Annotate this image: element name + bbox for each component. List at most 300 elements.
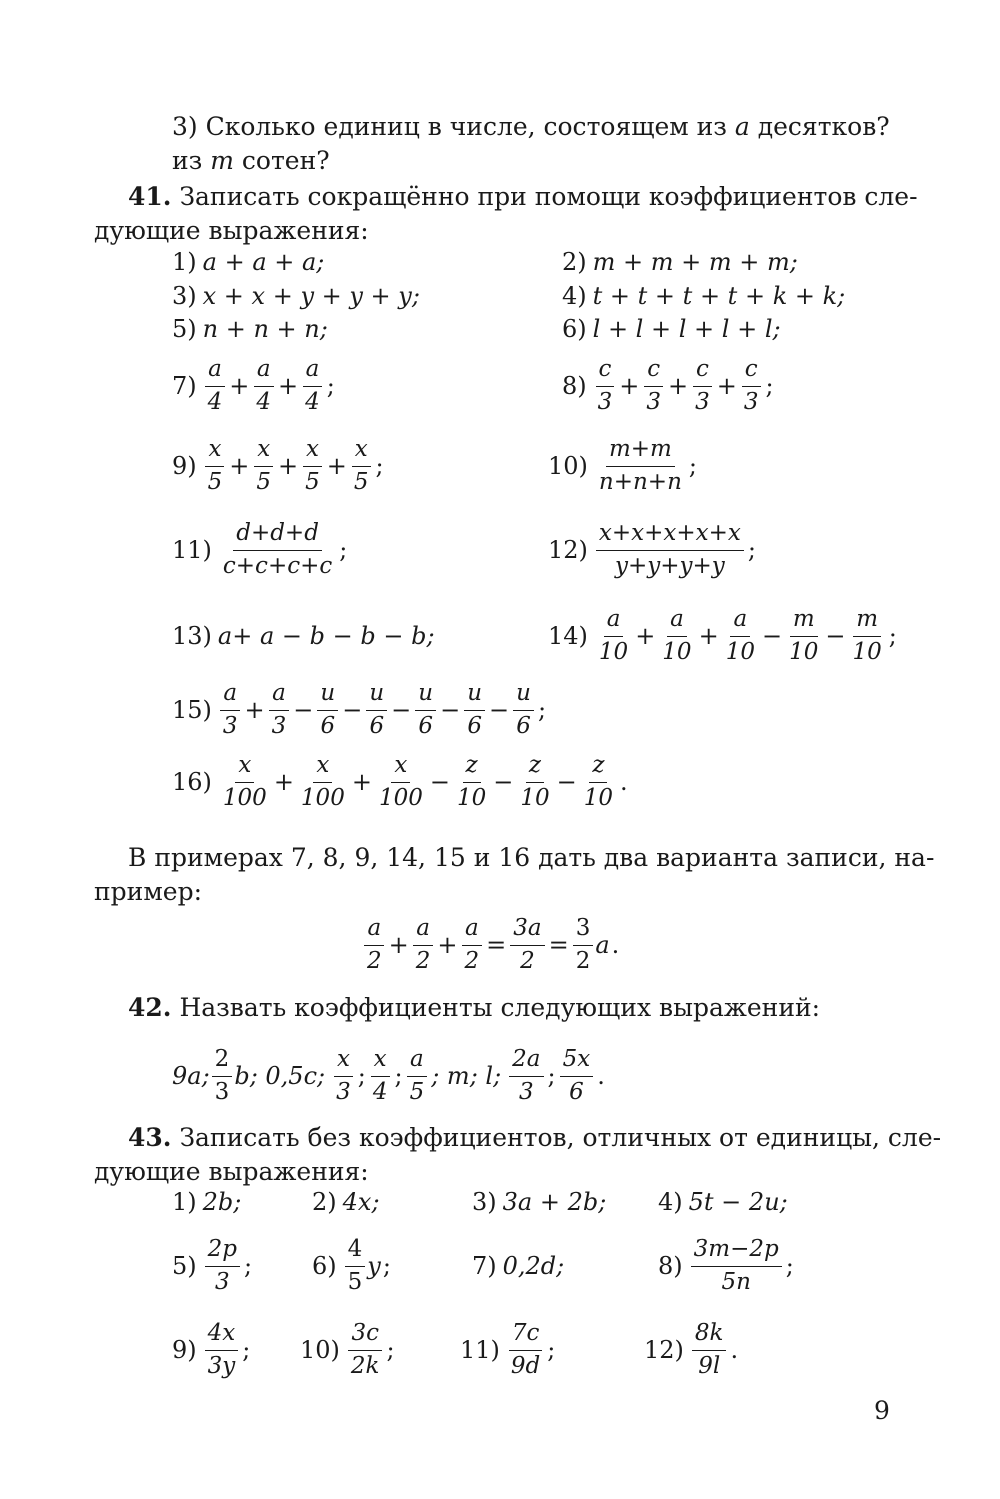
plus-sign: + xyxy=(229,452,250,480)
var: m xyxy=(210,146,234,175)
ex41-item-13 xyxy=(172,596,435,676)
ex41-item-16 xyxy=(172,742,630,822)
item-label: 4) xyxy=(562,282,587,310)
numerator: a xyxy=(220,680,240,711)
numerator: a xyxy=(730,606,750,637)
ex43-item-11 xyxy=(460,1310,557,1390)
fraction xyxy=(415,680,436,740)
plus-sign: + xyxy=(273,768,294,796)
denominator: 6 xyxy=(569,1078,584,1105)
ex41-item-15 xyxy=(172,670,548,750)
numerator: 3a xyxy=(510,915,544,946)
text: из xyxy=(172,146,211,175)
prev-item-line2 xyxy=(172,146,330,176)
numerator: d+d+d xyxy=(233,520,322,551)
numerator: c xyxy=(742,356,761,387)
numerator: x xyxy=(334,1046,353,1077)
punct: ; xyxy=(765,372,774,400)
numerator: x xyxy=(205,436,224,467)
fraction xyxy=(348,1320,383,1380)
numerator: 3 xyxy=(573,915,594,946)
fraction xyxy=(253,356,274,416)
denominator: 5 xyxy=(256,468,272,495)
item-label: 12) xyxy=(548,536,588,564)
denominator: 6 xyxy=(369,712,385,739)
fraction xyxy=(376,752,426,812)
denominator: 3 xyxy=(222,712,238,739)
exercise-text: Назвать коэффициенты следующих выражений: xyxy=(171,993,821,1022)
item-label: 1) xyxy=(172,248,197,276)
exercise-text: Записать без коэффициентов, отличных от единицы, сле- xyxy=(171,1123,942,1152)
plus-sign: + xyxy=(668,372,689,400)
denominator: 4 xyxy=(207,388,223,415)
plus-sign: + xyxy=(326,452,347,480)
fraction xyxy=(643,356,664,416)
denominator: y+y+y+y xyxy=(614,552,725,579)
item-expr: t + t + t + t + k + k; xyxy=(592,282,846,310)
numerator: 3m−2p xyxy=(691,1236,782,1267)
fraction xyxy=(692,356,713,416)
note-line1 xyxy=(128,843,934,873)
ex43-item-10 xyxy=(300,1310,397,1390)
denominator: 3 xyxy=(695,388,710,415)
numerator: a xyxy=(667,606,687,637)
numerator: x xyxy=(303,436,322,467)
item-expr: 0,2d; xyxy=(502,1252,565,1280)
denominator: 4 xyxy=(256,388,272,415)
punct: ; xyxy=(547,1336,556,1364)
ex41-item-4 xyxy=(562,279,845,313)
ex43-item-3 xyxy=(472,1185,606,1219)
item-label: 2) xyxy=(312,1188,337,1216)
item-expr: a+ a − b − b − b; xyxy=(217,622,435,650)
text: 3) Сколько единиц в числе, состоящем из xyxy=(172,112,735,141)
denominator: c+c+c+c xyxy=(222,552,333,579)
plus-sign: + xyxy=(229,372,250,400)
fraction xyxy=(510,915,544,975)
fraction xyxy=(253,436,274,496)
fraction xyxy=(220,520,335,580)
ex41-item-3 xyxy=(172,279,420,313)
fraction xyxy=(302,436,323,496)
var: a xyxy=(595,931,610,959)
minus-sign: − xyxy=(440,696,461,724)
ex41-heading xyxy=(128,182,918,212)
item-label: 3) xyxy=(472,1188,497,1216)
plus-sign: + xyxy=(244,696,265,724)
fraction xyxy=(509,1046,543,1106)
numerator: x xyxy=(254,436,273,467)
numerator: 4 xyxy=(345,1236,366,1267)
fraction xyxy=(269,680,290,740)
fraction xyxy=(596,520,744,580)
numerator: x xyxy=(352,436,371,467)
item-label: 16) xyxy=(172,768,212,796)
numerator: x xyxy=(391,752,410,783)
semicolon: ; xyxy=(394,1062,403,1090)
numerator: m+m xyxy=(606,436,675,467)
numerator: 5x xyxy=(560,1046,594,1077)
numerator: u xyxy=(366,680,387,711)
item-expr: m + m + m + m; xyxy=(592,248,798,276)
fraction xyxy=(205,436,226,496)
fraction xyxy=(595,356,616,416)
denominator: 3 xyxy=(743,388,759,415)
denominator: 2 xyxy=(367,947,382,974)
punct: ; xyxy=(688,452,697,480)
ex43-item-4 xyxy=(658,1185,788,1219)
minus-sign: − xyxy=(761,622,783,650)
item-label: 4) xyxy=(658,1188,683,1216)
punct: . xyxy=(597,1062,605,1090)
fraction xyxy=(205,356,226,416)
denominator: 2 xyxy=(464,947,480,974)
plus-sign: + xyxy=(351,768,372,796)
exercise-text: Записать сокращённо при помощи коэффициентов сле- xyxy=(171,182,918,211)
numerator: a xyxy=(303,356,323,387)
denominator: 5 xyxy=(305,468,320,495)
denominator: 2 xyxy=(415,947,431,974)
numerator: m xyxy=(790,606,818,637)
fraction xyxy=(596,436,685,496)
fraction xyxy=(462,915,483,975)
fraction xyxy=(212,1046,233,1106)
minus-sign: − xyxy=(293,696,314,724)
ex41-item-12 xyxy=(548,510,758,590)
denominator: 9l xyxy=(698,1352,721,1379)
ex43-item-6 xyxy=(312,1226,393,1306)
fraction xyxy=(573,915,594,975)
ex43-item-2 xyxy=(312,1185,380,1219)
punct: ; xyxy=(375,452,384,480)
minus-sign: − xyxy=(429,768,450,796)
ex42-list xyxy=(172,1036,607,1116)
numerator: x xyxy=(313,752,332,783)
minus-sign: − xyxy=(493,768,514,796)
note-text: В примерах 7, 8, 9, 14, 15 и 16 дать два варианта записи, на- xyxy=(128,843,935,872)
fraction xyxy=(345,1236,366,1296)
denominator: 9d xyxy=(510,1352,541,1379)
ex41-heading-cont xyxy=(94,216,369,246)
ex43-item-7 xyxy=(472,1226,564,1306)
numerator: x+x+x+x+x xyxy=(596,520,744,551)
denominator: 100 xyxy=(222,784,267,811)
fraction xyxy=(560,1046,594,1106)
numerator: a xyxy=(604,606,624,637)
fraction xyxy=(205,1320,239,1380)
semicolon: ; xyxy=(547,1062,556,1090)
fraction xyxy=(317,680,338,740)
numerator: 4x xyxy=(205,1320,239,1351)
denominator: 10 xyxy=(725,638,755,665)
denominator: 10 xyxy=(456,784,487,811)
ex41-item-9 xyxy=(172,426,386,506)
ex41-item-1 xyxy=(172,245,324,279)
numerator: z xyxy=(463,752,481,783)
numerator: a xyxy=(364,915,384,946)
equals-sign: = xyxy=(486,931,507,959)
plus-sign: + xyxy=(388,931,409,959)
equals-sign: = xyxy=(548,931,569,959)
punct: ; xyxy=(339,536,348,564)
term: ; m; l; xyxy=(431,1062,502,1090)
item-label: 7) xyxy=(472,1252,497,1280)
punct: ; xyxy=(386,1336,395,1364)
fraction xyxy=(364,915,385,975)
item-label: 3) xyxy=(172,282,197,310)
ex41-item-14 xyxy=(548,596,899,676)
var: b xyxy=(234,1062,250,1090)
item-expr: 3a + 2b; xyxy=(502,1188,607,1216)
item-expr: 4x; xyxy=(342,1188,380,1216)
minus-sign: − xyxy=(391,696,412,724)
punct: ; xyxy=(537,696,547,724)
fraction xyxy=(723,606,758,666)
note-text: пример: xyxy=(94,877,202,906)
item-label: 14) xyxy=(548,622,588,650)
item-label: 12) xyxy=(644,1336,684,1364)
denominator: 3 xyxy=(597,388,613,415)
item-label: 9) xyxy=(172,1336,197,1364)
plus-sign: + xyxy=(698,622,719,650)
item-expr: x + x + y + y + y; xyxy=(202,282,420,310)
exercise-text: дующие выражения: xyxy=(94,216,369,245)
fraction xyxy=(513,680,534,740)
punct: ; xyxy=(382,1252,391,1280)
numerator: z xyxy=(589,752,607,783)
denominator: 3 xyxy=(336,1078,351,1105)
punct: ; xyxy=(242,1336,251,1364)
denominator: 6 xyxy=(418,712,434,739)
numerator: a xyxy=(462,915,482,946)
denominator: 10 xyxy=(852,638,882,665)
fraction xyxy=(849,606,884,666)
ex41-item-5 xyxy=(172,312,328,346)
punct: ; xyxy=(244,1252,253,1280)
item-expr: 2b; xyxy=(202,1188,242,1216)
denominator: 3 xyxy=(215,1268,230,1295)
fraction xyxy=(333,1046,354,1106)
denominator: 3 xyxy=(519,1078,534,1105)
item-label: 5) xyxy=(172,315,197,343)
numerator: u xyxy=(513,680,534,711)
fraction xyxy=(581,752,616,812)
ex43-item-1 xyxy=(172,1185,241,1219)
ex41-item-8 xyxy=(562,346,776,426)
denominator: 100 xyxy=(378,784,423,811)
prev-item-line1 xyxy=(172,112,890,142)
denominator: 3 xyxy=(214,1078,230,1105)
item-label: 13) xyxy=(172,622,212,650)
item-label: 2) xyxy=(562,248,587,276)
numerator: u xyxy=(464,680,485,711)
ex42-heading xyxy=(128,993,820,1023)
numerator: z xyxy=(526,752,544,783)
fraction xyxy=(454,752,489,812)
plus-sign: + xyxy=(278,452,299,480)
punct: . xyxy=(620,768,628,796)
term: 9a; xyxy=(172,1062,210,1090)
ex43-item-12 xyxy=(644,1310,740,1390)
fraction xyxy=(659,606,694,666)
semicolon: ; xyxy=(357,1062,366,1090)
denominator: 100 xyxy=(300,784,345,811)
item-label: 7) xyxy=(172,372,197,400)
fraction xyxy=(220,752,270,812)
punct: ; xyxy=(888,622,897,650)
exercise-number: 43. xyxy=(128,1123,172,1152)
item-label: 10) xyxy=(548,452,588,480)
text: сотен? xyxy=(233,146,330,175)
numerator: a xyxy=(205,356,225,387)
item-label: 11) xyxy=(172,536,212,564)
fraction xyxy=(370,1046,391,1106)
plus-sign: + xyxy=(437,931,458,959)
item-label: 11) xyxy=(460,1336,500,1364)
var: y xyxy=(367,1252,381,1280)
numerator: 3c xyxy=(348,1320,382,1351)
fraction xyxy=(508,1320,543,1380)
fraction xyxy=(464,680,485,740)
ex43-item-5 xyxy=(172,1226,254,1306)
ex43-heading xyxy=(128,1123,941,1153)
fraction xyxy=(220,680,241,740)
ex41-item-2 xyxy=(562,245,798,279)
punct: ; xyxy=(785,1252,794,1280)
note-example-formula xyxy=(362,905,621,985)
item-expr: l + l + l + l + l; xyxy=(592,315,781,343)
plus-sign: + xyxy=(716,372,737,400)
fraction xyxy=(741,356,762,416)
fraction xyxy=(692,1320,727,1380)
denominator: 10 xyxy=(520,784,550,811)
item-label: 6) xyxy=(562,315,587,343)
denominator: 2 xyxy=(520,947,535,974)
punct: ; xyxy=(326,372,335,400)
text: десятков? xyxy=(749,112,890,141)
punct: . xyxy=(730,1336,739,1364)
denominator: 3y xyxy=(207,1352,236,1379)
denominator: 6 xyxy=(516,712,531,739)
numerator: u xyxy=(317,680,338,711)
numerator: a xyxy=(413,915,433,946)
item-label: 15) xyxy=(172,696,212,724)
fraction xyxy=(351,436,372,496)
numerator: a xyxy=(407,1046,427,1077)
page-number: 9 xyxy=(874,1396,890,1425)
denominator: 2 xyxy=(575,947,591,974)
numerator: c xyxy=(693,356,712,387)
denominator: 4 xyxy=(305,388,320,415)
fraction xyxy=(517,752,552,812)
plus-sign: + xyxy=(635,622,656,650)
term: ; 0,5c; xyxy=(249,1062,326,1090)
note-line2 xyxy=(94,877,202,907)
ex43-heading-cont xyxy=(94,1157,369,1187)
denominator: 10 xyxy=(789,638,819,665)
numerator: 2 xyxy=(212,1046,233,1077)
ex43-item-9 xyxy=(172,1310,252,1390)
punct: ; xyxy=(747,536,756,564)
fraction xyxy=(298,752,348,812)
fraction xyxy=(302,356,323,416)
numerator: 2a xyxy=(509,1046,543,1077)
numerator: 7c xyxy=(509,1320,543,1351)
denominator: 3 xyxy=(646,388,662,415)
ex41-item-7 xyxy=(172,346,337,426)
exercise-number: 41. xyxy=(128,182,172,211)
denominator: 2k xyxy=(350,1352,380,1379)
exercise-number: 42. xyxy=(128,993,172,1022)
minus-sign: − xyxy=(489,696,510,724)
fraction xyxy=(786,606,821,666)
minus-sign: − xyxy=(825,622,846,650)
ex41-item-10 xyxy=(548,426,699,506)
fraction xyxy=(407,1046,428,1106)
denominator: 5 xyxy=(207,468,223,495)
fraction xyxy=(205,1236,240,1296)
var: a xyxy=(734,112,750,141)
numerator: x xyxy=(371,1046,390,1077)
fraction xyxy=(366,680,387,740)
fraction xyxy=(596,606,631,666)
item-label: 5) xyxy=(172,1252,197,1280)
minus-sign: − xyxy=(342,696,363,724)
fraction xyxy=(691,1236,782,1296)
numerator: a xyxy=(269,680,289,711)
denominator: 4 xyxy=(372,1078,388,1105)
ex41-item-11 xyxy=(172,510,349,590)
denominator: 6 xyxy=(467,712,482,739)
item-label: 8) xyxy=(562,372,587,400)
denominator: 10 xyxy=(662,638,692,665)
denominator: 5 xyxy=(409,1078,425,1105)
denominator: 5 xyxy=(353,468,369,495)
numerator: c xyxy=(644,356,663,387)
denominator: 3 xyxy=(271,712,287,739)
denominator: 6 xyxy=(320,712,336,739)
item-label: 6) xyxy=(312,1252,337,1280)
numerator: a xyxy=(254,356,274,387)
minus-sign: − xyxy=(556,768,577,796)
plus-sign: + xyxy=(619,372,640,400)
denominator: n+n+n xyxy=(598,468,682,495)
item-label: 8) xyxy=(658,1252,683,1280)
ex43-item-8 xyxy=(658,1226,796,1306)
exercise-text: дующие выражения: xyxy=(94,1157,369,1186)
item-label: 9) xyxy=(172,452,197,480)
denominator: 10 xyxy=(598,638,629,665)
item-label: 1) xyxy=(172,1188,197,1216)
fraction xyxy=(413,915,434,975)
numerator: u xyxy=(415,680,436,711)
item-expr: 5t − 2u; xyxy=(688,1188,788,1216)
denominator: 5 xyxy=(347,1268,363,1295)
ex41-item-6 xyxy=(562,312,781,346)
numerator: x xyxy=(235,752,254,783)
denominator: 10 xyxy=(583,784,614,811)
numerator: 8k xyxy=(692,1320,727,1351)
numerator: m xyxy=(853,606,881,637)
denominator: 5n xyxy=(721,1268,751,1295)
item-label: 10) xyxy=(300,1336,340,1364)
item-expr: a + a + a; xyxy=(202,248,325,276)
punct: . xyxy=(611,931,620,959)
plus-sign: + xyxy=(278,372,299,400)
item-expr: n + n + n; xyxy=(202,315,328,343)
numerator: c xyxy=(596,356,615,387)
numerator: 2p xyxy=(205,1236,240,1267)
